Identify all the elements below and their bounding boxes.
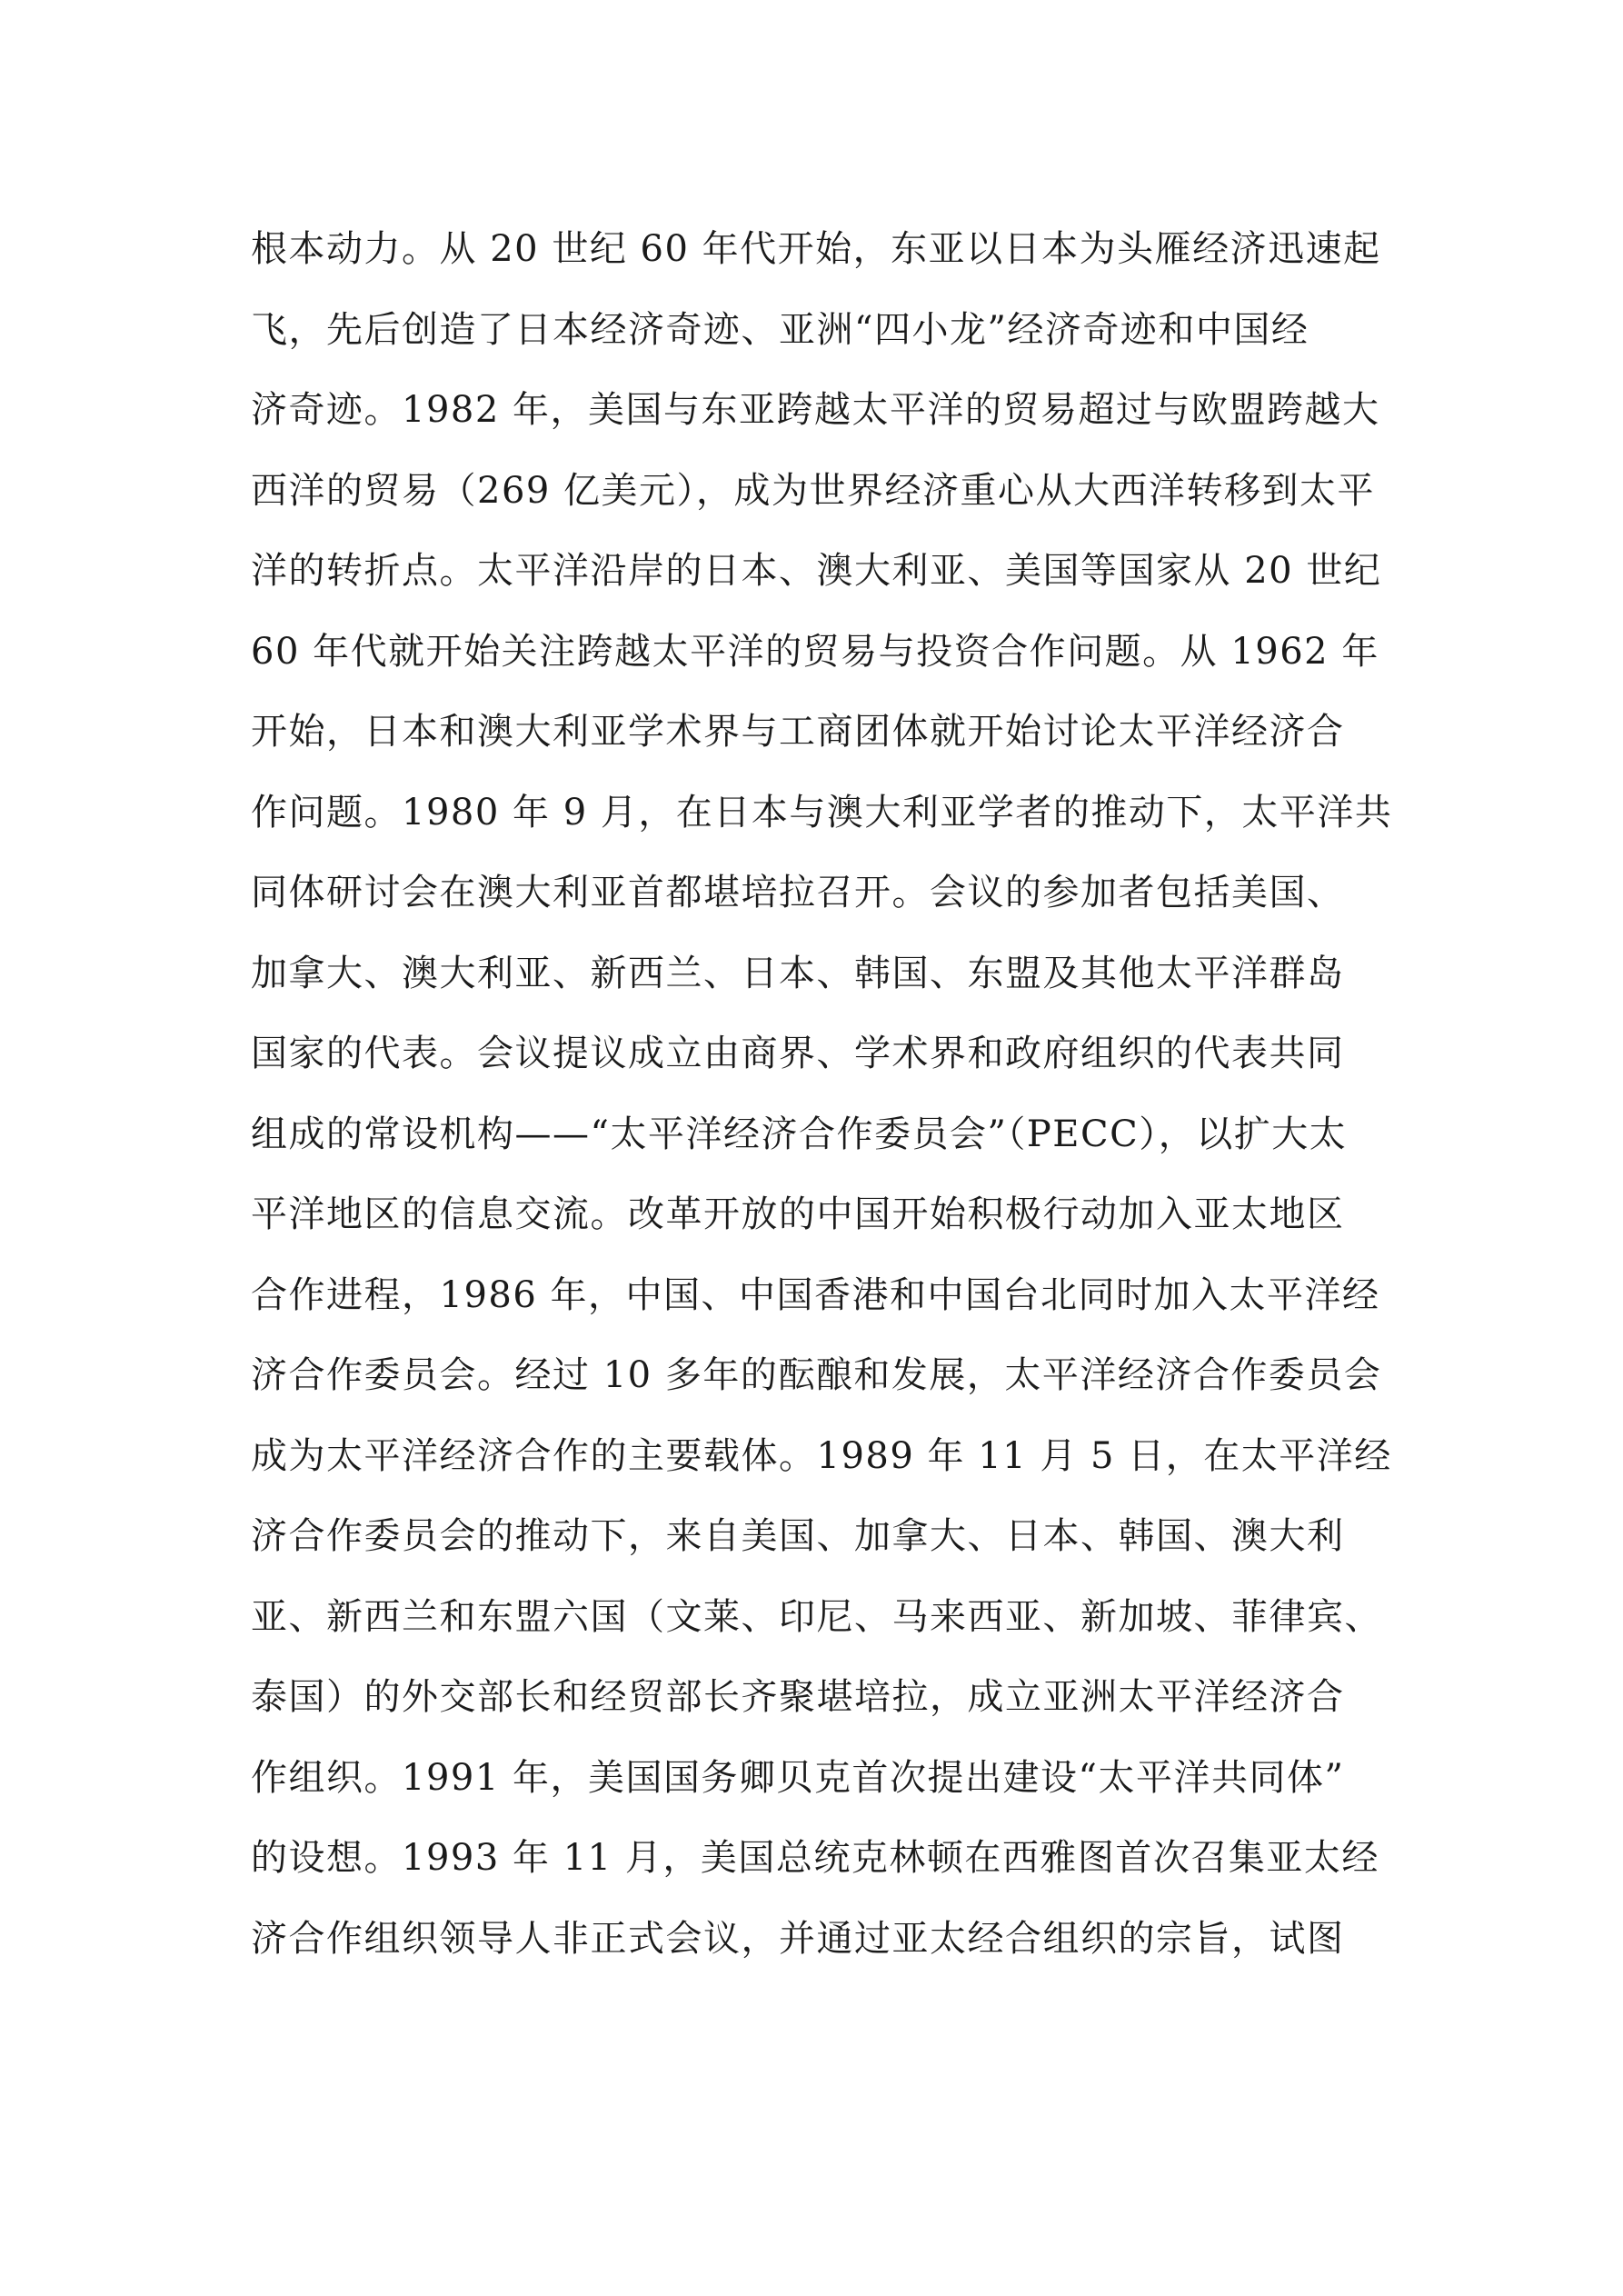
body-text [251,209,1396,1979]
text-line: 同体研讨会在澳大利亚首都堪培拉召开。会议的参加者包括美国、 [251,872,1345,913]
text-line: 西洋的贸易（269 亿美元），成为世界经济重心从大西洋转移到太平 [251,469,1376,512]
text-line: 开始，日本和澳大利亚学术界与工商团体就开始讨论太平洋经济合 [251,711,1345,753]
text-line: 济合作委员会。经过 10 多年的酝酿和发展，太平洋经济合作委员会 [251,1354,1382,1396]
text-line: 作问题。1980 年 9 月，在日本与澳大利亚学者的推动下，太平洋共 [251,791,1393,834]
text-line: 成为太平洋经济合作的主要载体。1989 年 11 月 5 日，在太平洋经 [251,1434,1392,1477]
text-line: 洋的转折点。太平洋沿岸的日本、澳大利亚、美国等国家从 20 世纪 [251,550,1382,592]
text-line: 国家的代表。会议提议成立由商界、学术界和政府组织的代表共同 [251,1033,1345,1074]
text-line: 济奇迹。1982 年，美国与东亚跨越太平洋的贸易超过与欧盟跨越大 [251,389,1380,431]
text-line: 作组织。1991 年，美国国务卿贝克首次提出建设“太平洋共同体” [251,1756,1345,1799]
text-line: 加拿大、澳大利亚、新西兰、日本、韩国、东盟及其他太平洋群岛 [251,952,1345,994]
text-line: 亚、新西兰和东盟六国（文莱、印尼、马来西亚、新加坡、菲律宾、 [251,1595,1382,1638]
text-line: 的设想。1993 年 11 月，美国总统克林顿在西雅图首次召集亚太经 [251,1837,1379,1879]
text-line: 60 年代就开始关注跨越太平洋的贸易与投资合作问题。从 1962 年 [251,630,1379,673]
text-line: 合作进程，1986 年，中国、中国香港和中国台北同时加入太平洋经 [251,1273,1380,1316]
text-line: 济合作组织领导人非正式会议，并通过亚太经合组织的宗旨，试图 [251,1917,1345,1960]
text-line: 济合作委员会的推动下，来自美国、加拿大、日本、韩国、澳大利 [251,1515,1345,1557]
text-line: 根本动力。从 20 世纪 60 年代开始，东亚以日本为头雁经济迅速起 [251,228,1381,270]
text-line: 泰国）的外交部长和经贸部长齐聚堪培拉，成立亚洲太平洋经济合 [251,1676,1345,1718]
text-line: 飞，先后创造了日本经济奇迹、亚洲“四小龙”经济奇迹和中国经 [251,308,1309,351]
text-line: 平洋地区的信息交流。改革开放的中国开始积极行动加入亚太地区 [251,1193,1345,1235]
text-line: 组成的常设机构——“太平洋经济合作委员会”（PECC），以扩大太 [251,1113,1348,1155]
